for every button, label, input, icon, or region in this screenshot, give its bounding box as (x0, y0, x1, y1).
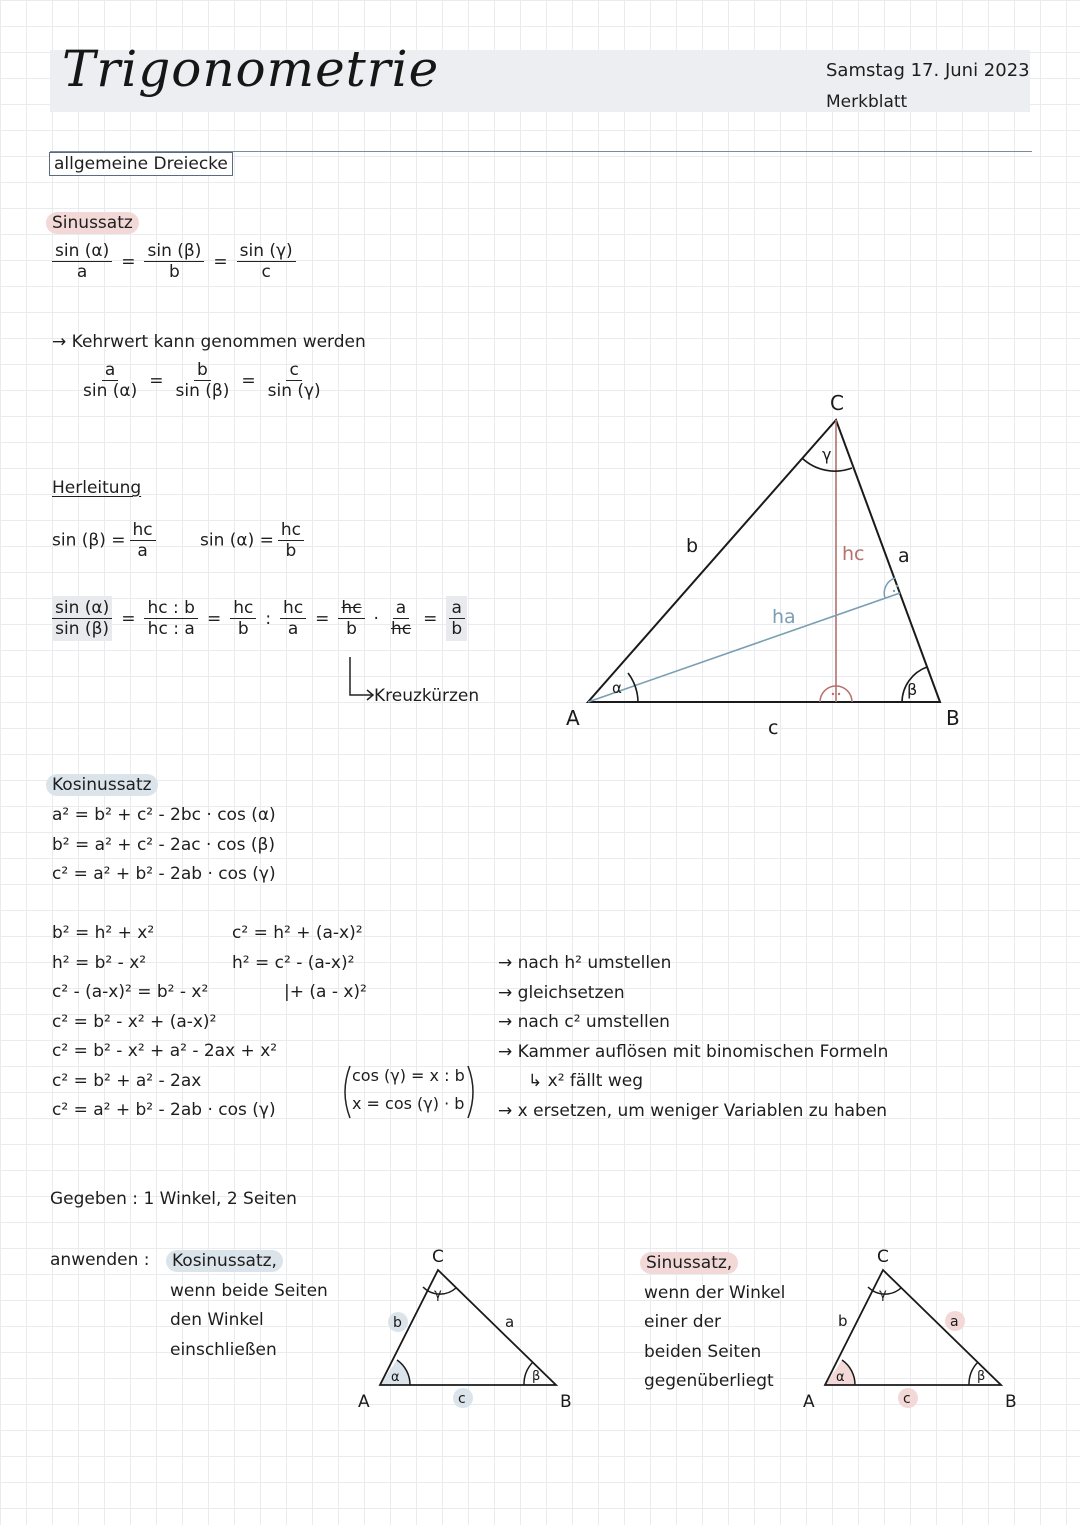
derivation-line: c² = h² + (a-x)² (232, 923, 363, 943)
fraction: $\frac{hc}{b}$ (338, 598, 364, 639)
side-a-label: a (898, 545, 910, 567)
angle-alpha-label: α (612, 679, 622, 697)
height-hc-label: hc (842, 543, 865, 565)
kosinussatz-heading (46, 775, 158, 795)
small-angle-beta: β (532, 1369, 541, 1384)
vertex-c-label: C (830, 391, 844, 415)
small-vertex-b: B (1005, 1392, 1017, 1412)
sinussatz-usage-title: Sinussatz, (640, 1252, 738, 1274)
angle-beta-label: β (907, 680, 918, 699)
derivation-line: c² - (a-x)² = b² - x² (52, 982, 209, 1002)
kosinussatz-small-triangle (350, 1240, 590, 1415)
fraction: $\frac{b}{\sin (\beta)}$ (175, 360, 230, 401)
note-line: → nach c² umstellen (498, 1012, 670, 1032)
usage-line: den Winkel (170, 1310, 264, 1330)
fraction: $\frac{\sin (\alpha)}{\sin (\beta)}$ (52, 596, 112, 641)
gegeben-line: Gegeben : 1 Winkel, 2 Seiten (50, 1189, 297, 1209)
cos-gamma-bracket (340, 1062, 480, 1122)
kosinussatz-heading-text: Kosinussatz (46, 774, 158, 796)
sinussatz-usage (640, 1249, 785, 1397)
small-angle-alpha: α (391, 1370, 400, 1385)
usage-line: gegenüberliegt (644, 1371, 774, 1391)
small-angle-gamma: γ (879, 1287, 887, 1302)
triangle-abc (588, 420, 940, 702)
fraction: $\frac{hc : b}{hc : a}$ (144, 598, 197, 639)
side-c-label: c (768, 717, 779, 739)
note-line: → gleichsetzen (498, 982, 625, 1003)
small-vertex-c: C (877, 1247, 889, 1267)
small-side-a: a (505, 1313, 515, 1331)
small-side-b: b (838, 1312, 848, 1330)
page-title: Trigonometrie (62, 40, 440, 98)
fraction: $\frac{hc}{a}$ (130, 520, 156, 561)
note-line: → nach h² umstellen (498, 953, 672, 973)
fraction: $\frac{c}{\sin (\gamma)}$ (267, 360, 321, 401)
kosinussatz-laws (52, 801, 276, 890)
small-vertex-a: A (803, 1392, 815, 1412)
date-label: Samstag 17. Juni 2023 (826, 60, 1030, 81)
fraction: $\frac{\sin (\alpha)}{a}$ (52, 241, 112, 282)
usage-line: einschließen (170, 1339, 277, 1360)
sinussatz-heading-text: Sinussatz (46, 212, 139, 234)
usage-line: beiden Seiten (644, 1341, 762, 1362)
law-line: b² = a² + c² - 2ac · cos (β) (52, 834, 275, 855)
law-line: c² = a² + b² - 2ab · cos (γ) (52, 864, 276, 884)
sinussatz-reciprocal-formula: $\frac{a}{\sin (\alpha)}$ = $\frac{b}{\sin (\beta)}$ = $\frac{c}{\sin (\gamma)}$ (76, 360, 328, 401)
kosinussatz-usage-title: Kosinussatz, (166, 1250, 283, 1272)
note-line: ↳ x² fällt weg (528, 1071, 643, 1091)
angle-gamma-label: γ (822, 445, 832, 464)
paren-line: cos (γ) = x : b (352, 1066, 465, 1085)
fraction: $\frac{a}{b}$ (446, 596, 467, 641)
derivation-line: b² = h² + x² (52, 923, 155, 943)
usage-line: wenn beide Seiten (170, 1280, 328, 1301)
herleitung-chain: $\frac{\sin (\alpha)}{\sin (\beta)}$ = $\frac{hc : b}{hc : a}$ = $\frac{hc}{b}$ : $\frac{hc}{a}$ = $\frac{hc}{b}$ · $\frac{a}{hc}$ = $\frac{a}{b}$ (48, 596, 471, 641)
fraction: $\frac{a}{hc}$ (390, 598, 412, 639)
vertex-b-label: B (946, 706, 960, 730)
section-label: allgemeine Dreiecke (49, 152, 233, 176)
small-side-a: a (950, 1314, 959, 1330)
fraction: $\frac{\sin (\beta)}{b}$ (144, 241, 204, 282)
kreuzkuerzen-label: Kreuzkürzen (374, 686, 480, 706)
fraction: $\frac{\sin (\gamma)}{c}$ (237, 241, 296, 282)
kosinussatz-usage (166, 1247, 328, 1365)
fraction: $\frac{hc}{b}$ (278, 520, 304, 561)
note-line: → x ersetzen, um weniger Variablen zu haben (498, 1100, 888, 1121)
usage-line: wenn der Winkel (644, 1282, 786, 1303)
derivation-line: h² = c² - (a-x)² (232, 952, 355, 973)
fraction: $\frac{a}{\sin (\alpha)}$ (83, 360, 138, 401)
small-vertex-a: A (358, 1392, 370, 1412)
herleitung-heading: Herleitung (52, 478, 142, 498)
side-b-label: b (686, 535, 699, 557)
sinussatz-heading (46, 213, 139, 233)
derivation-line: c² = b² - x² + (a-x)² (52, 1011, 217, 1032)
small-vertex-c: C (432, 1247, 444, 1267)
height-ha-label: ha (772, 606, 796, 628)
small-vertex-b: B (560, 1392, 572, 1412)
small-angle-beta: β (977, 1369, 986, 1384)
small-side-c: c (903, 1391, 911, 1407)
sinussatz-formula: $\frac{\sin (\alpha)}{a}$ = $\frac{\sin (\beta)}{b}$ = $\frac{\sin (\gamma)}{c}$ (48, 241, 300, 282)
small-angle-alpha: α (836, 1370, 845, 1385)
derivation-line: c² = b² - x² + a² - 2ax + x² (52, 1041, 278, 1061)
derivation-line: c² = b² + a² - 2ax (52, 1070, 202, 1091)
kehrwert-note: → Kehrwert kann genommen werden (52, 332, 366, 352)
main-triangle-diagram (540, 380, 980, 760)
law-line: a² = b² + c² - 2bc · cos (α) (52, 805, 276, 825)
kosinussatz-notes (498, 949, 888, 1126)
note-line: → Kammer auflösen mit binomischen Formeln (498, 1041, 889, 1062)
small-side-b: b (393, 1315, 402, 1331)
herleitung-sin-beta: sin (β) = $\frac{hc}{a}$ (52, 520, 160, 561)
derivation-line: |+ (a - x)² (284, 982, 367, 1002)
derivation-line: h² = b² - x² (52, 952, 147, 973)
kosinussatz-derivation-mid (232, 919, 367, 1008)
anwenden-label: anwenden : (50, 1250, 150, 1270)
usage-line: einer der (644, 1312, 722, 1332)
paren-line: x = cos (γ) · b (352, 1094, 465, 1113)
subtitle-label: Merkblatt (826, 92, 908, 112)
derivation-line: c² = a² + b² - 2ab · cos (γ) (52, 1100, 276, 1120)
small-angle-gamma: γ (434, 1287, 442, 1302)
small-side-c: c (458, 1391, 466, 1407)
fraction: $\frac{hc}{a}$ (280, 598, 306, 639)
sinussatz-small-triangle (795, 1240, 1035, 1415)
herleitung-sin-alpha: sin (α) = $\frac{hc}{b}$ (200, 520, 308, 561)
fraction: $\frac{hc}{b}$ (230, 598, 256, 639)
vertex-a-label: A (566, 706, 580, 730)
